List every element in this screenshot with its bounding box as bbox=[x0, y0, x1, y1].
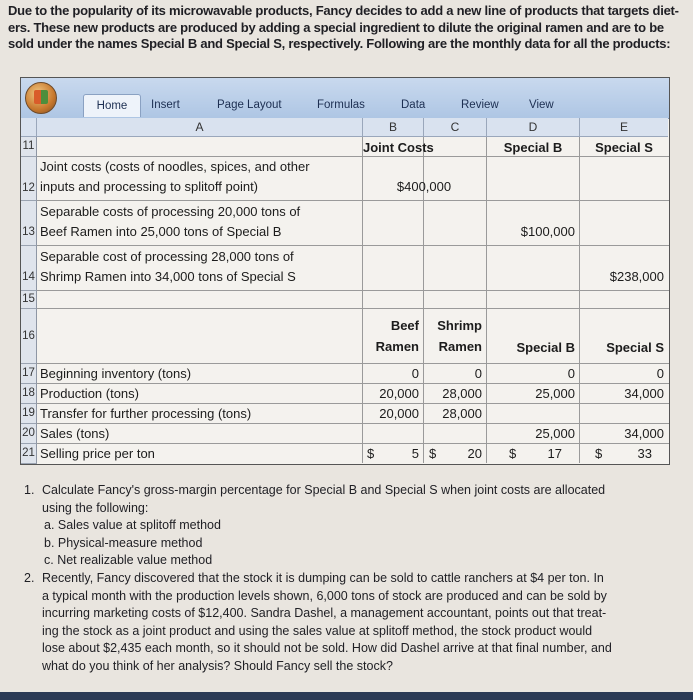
header-special-b: Special B bbox=[503, 140, 563, 155]
cell-label: Production (tons) bbox=[40, 386, 139, 401]
intro-line: Due to the popularity of its microwavable products, Fancy decides to add a new line of products that targets diet- bbox=[8, 3, 679, 18]
row-number[interactable]: 13 bbox=[21, 201, 37, 246]
gridline bbox=[486, 137, 487, 463]
select-all-corner[interactable] bbox=[21, 118, 37, 137]
cell-value: 20,000 bbox=[379, 406, 419, 421]
question-text: what do you think of her analysis? Should Fancy sell the stock? bbox=[42, 659, 393, 673]
cell-label: Beginning inventory (tons) bbox=[40, 366, 192, 381]
cell-value: $238,000 bbox=[609, 269, 664, 284]
cell-value: 20 bbox=[467, 446, 482, 461]
office-button-icon[interactable] bbox=[25, 82, 57, 114]
cell-value: 34,000 bbox=[624, 386, 664, 401]
column-header-b[interactable]: B bbox=[363, 118, 424, 137]
intro-line: sold under the names Special B and Special S, respectively. Following are the monthly data for all the products: bbox=[8, 36, 671, 51]
column-header-a[interactable]: A bbox=[37, 118, 363, 137]
question-number: 2. bbox=[24, 571, 35, 585]
row-number[interactable]: 16 bbox=[21, 309, 37, 364]
currency-symbol: $ bbox=[509, 446, 517, 461]
spreadsheet bbox=[20, 77, 670, 465]
ribbon bbox=[21, 78, 669, 119]
tab-insert[interactable]: Insert bbox=[151, 99, 180, 111]
cell-value: $400,000 bbox=[396, 179, 452, 194]
cell-label: Separable cost of processing 28,000 tons of bbox=[40, 249, 294, 264]
cell-value: 28,000 bbox=[442, 386, 482, 401]
currency-symbol: $ bbox=[595, 446, 603, 461]
header-special-b: Special B bbox=[516, 340, 575, 355]
currency-symbol: $ bbox=[367, 446, 375, 461]
option-a: a. Sales value at splitoff method bbox=[44, 518, 221, 533]
cell-value: $100,000 bbox=[520, 224, 575, 239]
header-beef: Beef bbox=[390, 318, 419, 333]
gridline bbox=[579, 137, 580, 463]
cell-value: 0 bbox=[411, 366, 419, 381]
gridline bbox=[37, 200, 669, 201]
gridline bbox=[37, 383, 669, 384]
gridline bbox=[37, 156, 669, 157]
header-joint-costs: Joint Costs bbox=[363, 140, 434, 155]
row-number[interactable]: 17 bbox=[21, 364, 37, 384]
cell-value: 28,000 bbox=[442, 406, 482, 421]
tab-review[interactable]: Review bbox=[461, 99, 499, 111]
cell-value: 34,000 bbox=[624, 426, 664, 441]
header-ramen: Ramen bbox=[375, 339, 419, 354]
cell-value: 17 bbox=[547, 446, 562, 461]
tab-data[interactable]: Data bbox=[401, 99, 426, 111]
question-text: ing the stock as a joint product and using the sales value at splitoff method, the stock product would bbox=[42, 623, 593, 638]
row-number[interactable]: 15 bbox=[21, 291, 37, 309]
gridline bbox=[37, 403, 669, 404]
question-text: Calculate Fancy's gross-margin percentage for Special B and Special S when joint costs are allocated bbox=[42, 483, 606, 497]
question-text: lose about $2,435 each month, so it should not be sold. How did Dashel arrive at that final number, and bbox=[42, 641, 612, 656]
gridline bbox=[37, 423, 669, 424]
cell-label: inputs and processing to splitoff point) bbox=[40, 179, 259, 194]
cell-value: 25,000 bbox=[535, 386, 575, 401]
cell-value: 0 bbox=[474, 366, 482, 381]
cell-value: 0 bbox=[656, 366, 664, 381]
bottom-edge bbox=[0, 692, 693, 700]
header-ramen: Ramen bbox=[438, 339, 482, 354]
question-text: Recently, Fancy discovered that the stock it is dumping can be sold to cattle ranchers at $4 per ton. In bbox=[42, 571, 604, 585]
gridline bbox=[37, 245, 669, 246]
header-special-s: Special S bbox=[606, 340, 664, 355]
gridline bbox=[37, 443, 669, 444]
row-number[interactable]: 21 bbox=[21, 444, 37, 464]
tab-view[interactable]: View bbox=[529, 99, 554, 111]
row-number[interactable]: 11 bbox=[21, 137, 37, 157]
cell-label: Sales (tons) bbox=[40, 426, 110, 441]
row-number[interactable]: 19 bbox=[21, 404, 37, 424]
question-text: a typical month with the production levels shown, 6,000 tons of stock are produced and can be sold by bbox=[42, 588, 607, 603]
cell-label: Joint costs (costs of noodles, spices, and other bbox=[40, 159, 310, 174]
row-number[interactable]: 12 bbox=[21, 157, 37, 201]
row-number[interactable]: 18 bbox=[21, 384, 37, 404]
cell-label: Transfer for further processing (tons) bbox=[40, 406, 252, 421]
question-text: incurring marketing costs of $12,400. Sandra Dashel, a management accountant, points out that treat- bbox=[42, 606, 607, 621]
gridline bbox=[37, 308, 669, 309]
cell-label: Beef Ramen into 25,000 tons of Special B bbox=[40, 224, 282, 239]
column-header-e[interactable]: E bbox=[580, 118, 668, 137]
tab-home[interactable]: Home bbox=[83, 94, 141, 117]
header-shrimp: Shrimp bbox=[437, 318, 482, 333]
question-number: 1. bbox=[24, 483, 35, 497]
intro-line: ers. These new products are produced by adding a special ingredient to dilute the original ramen and are to be bbox=[8, 19, 664, 35]
option-b: b. Physical-measure method bbox=[44, 535, 203, 550]
row-number[interactable]: 14 bbox=[21, 246, 37, 291]
cell-value: 25,000 bbox=[535, 426, 575, 441]
problem-intro bbox=[8, 3, 688, 53]
tab-page-layout[interactable]: Page Layout bbox=[217, 99, 282, 111]
currency-symbol: $ bbox=[429, 446, 437, 461]
cell-label: Separable costs of processing 20,000 tons of bbox=[40, 204, 301, 219]
cell-value: 20,000 bbox=[379, 386, 419, 401]
cell-value: 5 bbox=[411, 446, 419, 461]
column-header-d[interactable]: D bbox=[487, 118, 580, 137]
cell-value: 33 bbox=[637, 446, 652, 461]
gridline bbox=[37, 363, 669, 364]
cell-label: Selling price per ton bbox=[40, 446, 155, 461]
row-number[interactable]: 20 bbox=[21, 424, 37, 444]
gridline bbox=[37, 290, 669, 291]
column-header-c[interactable]: C bbox=[424, 118, 487, 137]
cell-label: Shrimp Ramen into 34,000 tons of Special S bbox=[40, 269, 296, 284]
option-c: c. Net realizable value method bbox=[44, 553, 213, 568]
tab-formulas[interactable]: Formulas bbox=[317, 99, 365, 111]
header-special-s: Special S bbox=[595, 140, 653, 155]
cell-value: 0 bbox=[567, 366, 575, 381]
question-text: using the following: bbox=[42, 500, 149, 515]
